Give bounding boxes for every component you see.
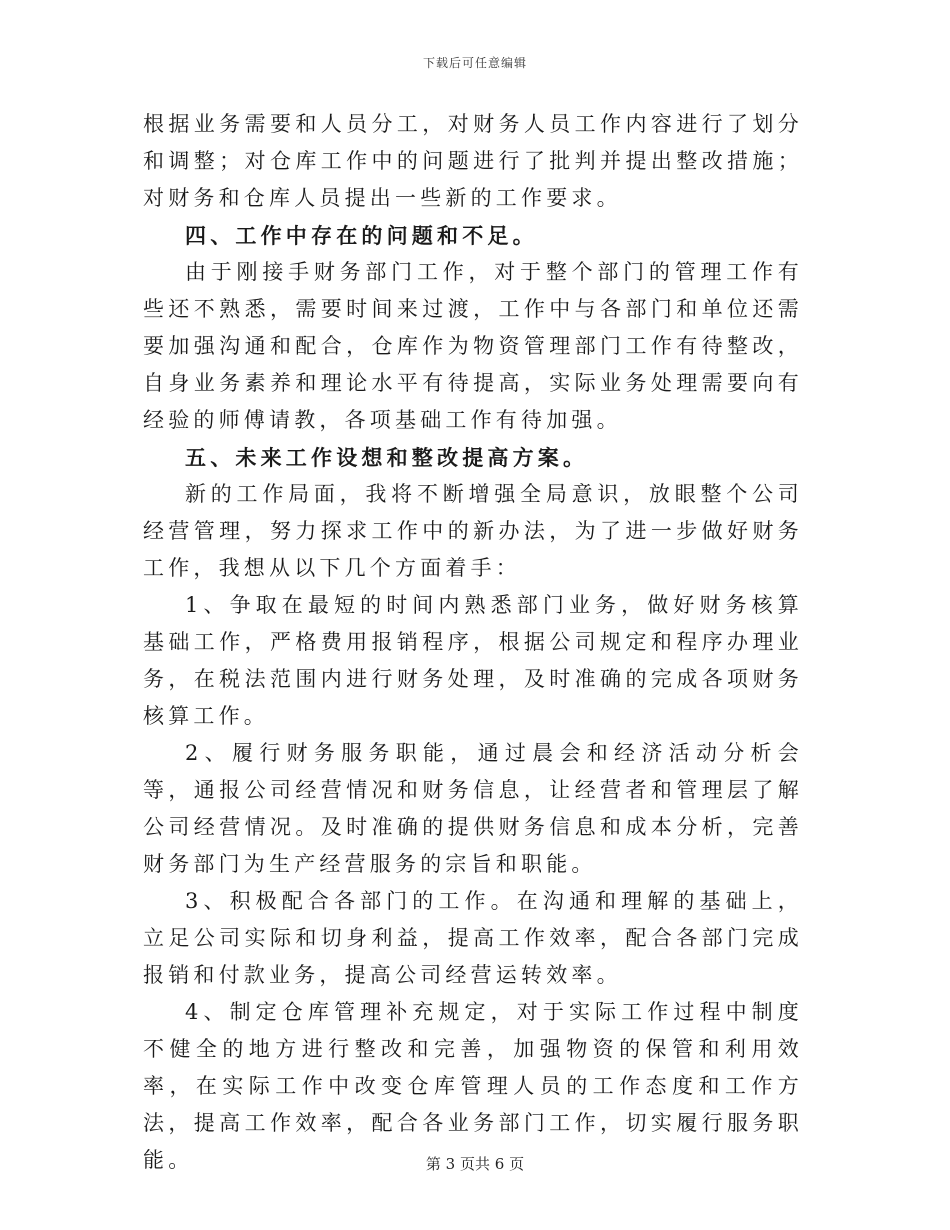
section-heading-5: 五、未来工作设想和整改提高方案。 [185,445,589,470]
section-heading-4: 四、工作中存在的问题和不足。 [185,223,538,248]
list-item-2: 2、履行财务服务职能，通过晨会和经济活动分析会等，通报公司经营情况和财务信息，让经营者和管理层了解公司经营情况。及时准确的提供财务信息和成本分析，完善财务部门为生产经营服务的宗旨和职能。 [143,741,803,876]
page-number: 第 3 页共 6 页 [425,1155,525,1173]
paragraph-plan-intro: 新的工作局面，我将不断增强全局意识，放眼整个公司经营管理，努力探求工作中的新办法，为了进一步做好财务工作，我想从以下几个方面着手： [143,482,803,580]
document-body [143,106,803,1179]
paragraph-problems: 由于刚接手财务部门工作，对于整个部门的管理工作有些还不熟悉，需要时间来过渡，工作中与各部门和单位还需要加强沟通和配合，仓库作为物资管理部门工作有待整改，自身业务素养和理论水平有待提高，实际业务处理需要向有经验的师傅请教，各项基础工作有待加强。 [143,260,803,432]
paragraph-continuation: 根据业务需要和人员分工，对财务人员工作内容进行了划分和调整；对仓库工作中的问题进行了批判并提出整改措施；对财务和仓库人员提出一些新的工作要求。 [143,112,803,210]
page-header: 下载后可任意编辑 [422,56,527,70]
list-item-1: 1、争取在最短的时间内熟悉部门业务，做好财务核算基础工作，严格费用报销程序，根据公司规定和程序办理业务，在税法范围内进行财务处理，及时准确的完成各项财务核算工作。 [143,593,803,728]
list-item-3: 3、积极配合各部门的工作。在沟通和理解的基础上，立足公司实际和切身利益，提高工作效率，配合各部门完成报销和付款业务，提高公司经营运转效率。 [143,889,803,987]
list-item-4: 4、制定仓库管理补充规定，对于实际工作过程中制度不健全的地方进行整改和完善，加强物资的保管和利用效率，在实际工作中改变仓库管理人员的工作态度和工作方法，提高工作效率，配合各业务部门工作，切实履行服务职能。 [143,1000,803,1172]
